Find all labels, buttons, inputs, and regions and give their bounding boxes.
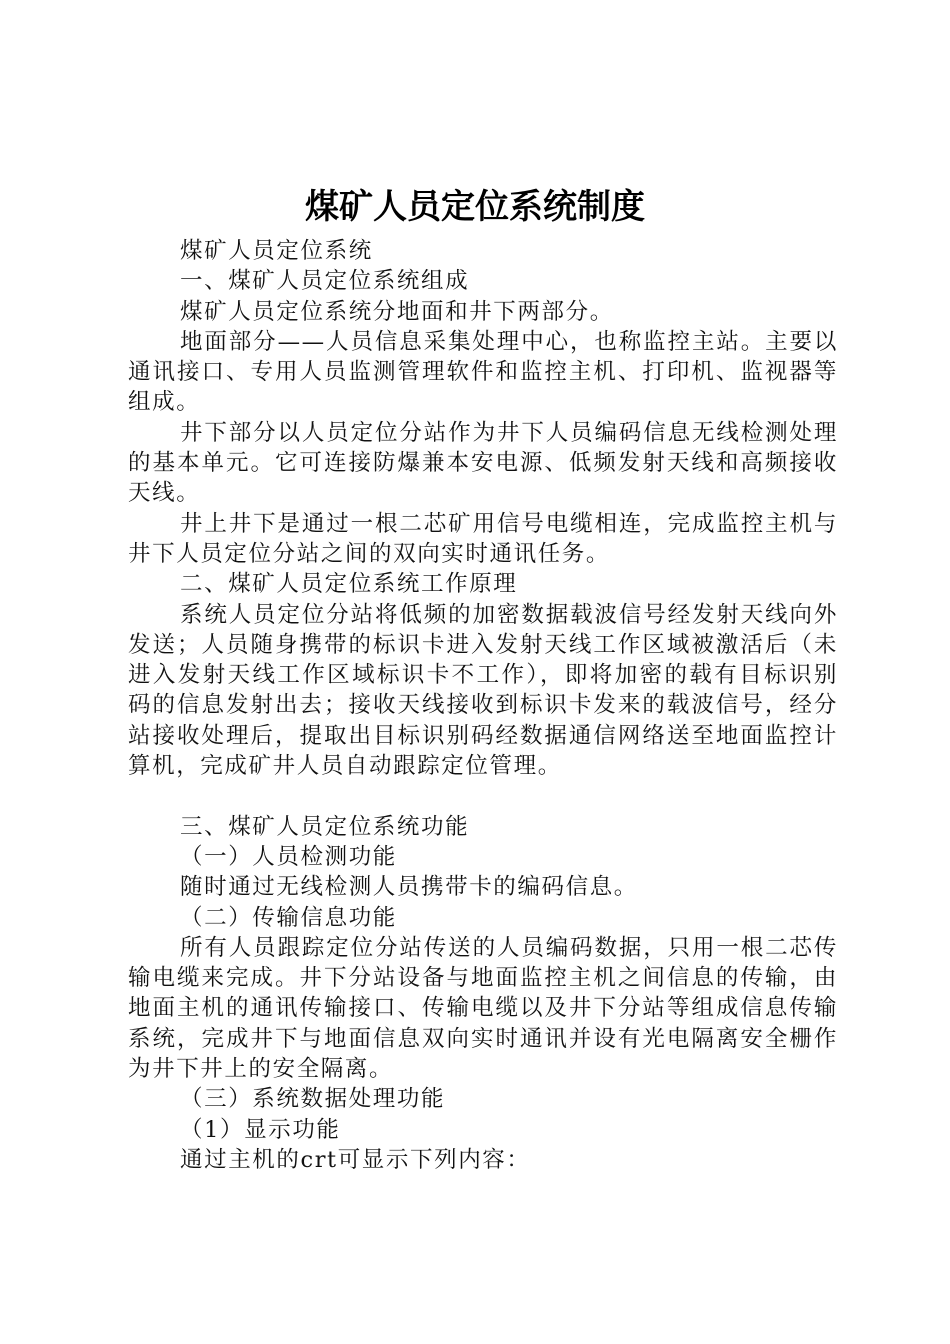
paragraph: 通过主机的crt可显示下列内容： [180, 1146, 531, 1173]
section-heading-principle: 二、煤矿人员定位系统工作原理 [180, 571, 518, 598]
paragraph: 煤矿人员定位系统分地面和井下两部分。 [180, 298, 614, 325]
paragraph: 井上井下是通过一根二芯矿用信号电缆相连，完成监控主机与井下人员定位分站之间的双向实时通讯任务。 [128, 510, 838, 567]
document-title: 煤矿人员定位系统制度 [305, 187, 645, 227]
document-body [128, 236, 838, 1175]
subsection-heading: （1）显示功能 [180, 1116, 341, 1143]
paragraph: 井下部分以人员定位分站作为井下人员编码信息无线检测处理的基本单元。它可连接防爆兼本安电源、低频发射天线和高频接收天线。 [128, 419, 838, 507]
subsection-heading: （二）传输信息功能 [180, 904, 397, 931]
paragraph: 系统人员定位分站将低频的加密数据载波信号经发射天线向外发送；人员随身携带的标识卡进入发射天线工作区域被激活后（未进入发射天线工作区域标识卡不工作），即将加密的载有目标识别码的信息发射出去；接收天线接收到标识卡发来的载波信号，经分站接收处理后，提取出目标识别码经数据通信网络送至地面监控计算机，完成矿井人员自动跟踪定位管理。 [128, 601, 838, 780]
subsection-heading: （三）系统数据处理功能 [180, 1086, 446, 1113]
paragraph: 所有人员跟踪定位分站传送的人员编码数据，只用一根二芯传输电缆来完成。井下分站设备与地面监控主机之间信息的传输，由地面主机的通讯传输接口、传输电缆以及井下分站等组成信息传输系统，完成井下与地面信息双向实时通讯并设有光电隔离安全栅作为井下井上的安全隔离。 [128, 934, 838, 1083]
paragraph: 地面部分——人员信息采集处理中心，也称监控主站。主要以通讯接口、专用人员监测管理软件和监控主机、打印机、监视器等组成。 [128, 328, 838, 416]
paragraph-system-heading: 煤矿人员定位系统 [180, 238, 373, 264]
paragraph: 随时通过无线检测人员携带卡的编码信息。 [180, 874, 638, 901]
blank-line [128, 781, 838, 811]
section-heading-functions: 三、煤矿人员定位系统功能 [180, 813, 470, 840]
subsection-heading: （一）人员检测功能 [180, 843, 397, 870]
section-heading-composition: 一、煤矿人员定位系统组成 [180, 268, 470, 295]
